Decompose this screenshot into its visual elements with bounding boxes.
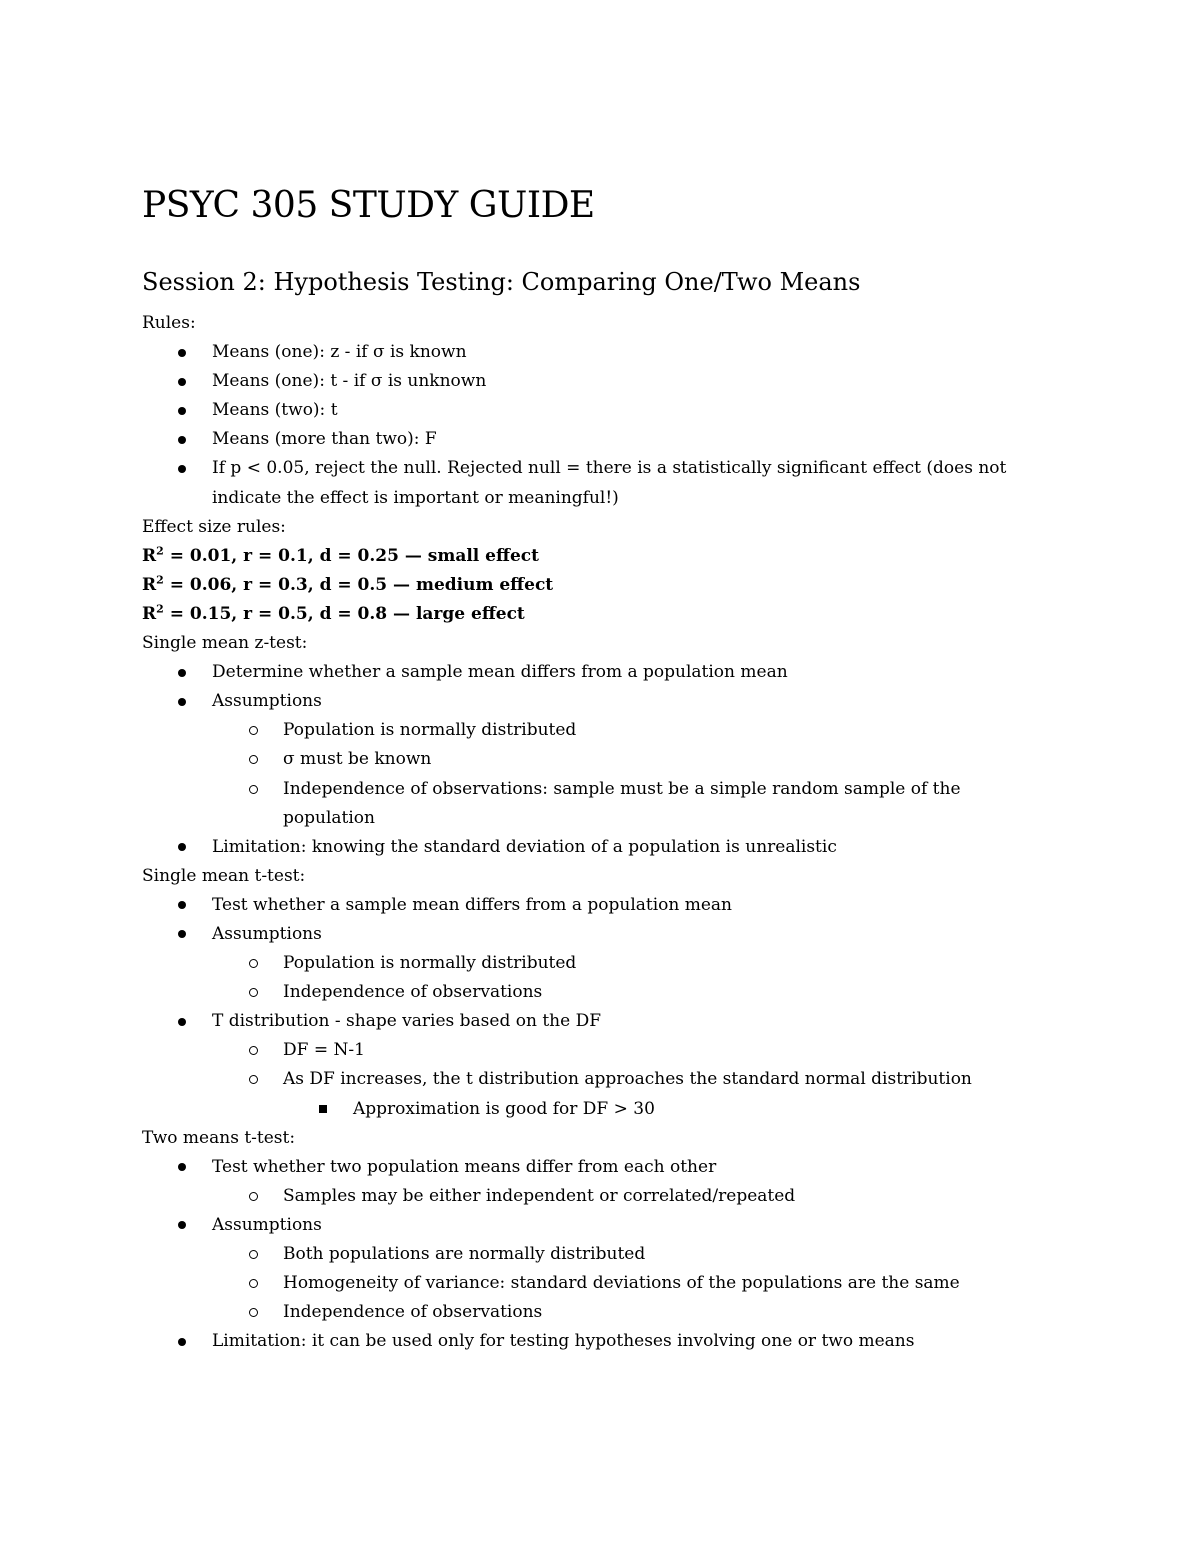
list-item-continuation: population [283, 807, 375, 828]
list-item: Test whether a sample mean differs from a population mean [142, 891, 1062, 920]
effect-size-heading: Effect size rules: [142, 516, 286, 537]
list-item: Limitation: it can be used only for testing hypotheses involving one or two means [142, 1327, 1062, 1356]
effect-size-rule: $R^2 = 0.06$, r = 0.3, d = 0.5 — medium effect [142, 573, 554, 595]
circle-bullet-icon [243, 1298, 263, 1327]
bullet-icon [172, 338, 192, 367]
list-item: Means (two): t [142, 396, 1062, 425]
circle-bullet-icon [243, 716, 263, 745]
bullet-icon [172, 1007, 192, 1036]
circle-bullet-icon [243, 1036, 263, 1065]
list-item: Approximation is good for DF > 30 [142, 1095, 1062, 1124]
bullet-icon [172, 658, 192, 687]
bullet-icon [172, 367, 192, 396]
circle-bullet-icon [243, 1182, 263, 1211]
list-item: Assumptions [142, 920, 1062, 949]
list-item: Both populations are normally distributed [142, 1240, 1062, 1269]
t-test-heading: Single mean t-test: [142, 865, 306, 886]
list-item: Means (one): t - if σ is unknown [142, 367, 1062, 396]
bullet-icon [172, 1211, 192, 1240]
circle-bullet-icon [243, 978, 263, 1007]
list-item: Independence of observations [142, 1298, 1062, 1327]
list-item: σ must be known [142, 745, 1062, 774]
bullet-icon [172, 687, 192, 716]
list-item: Samples may be either independent or correlated/repeated [142, 1182, 1062, 1211]
list-item: Population is normally distributed [142, 949, 1062, 978]
list-item: Independence of observations [142, 978, 1062, 1007]
effect-size-rule: $R^2 = 0.01$, r = 0.1, d = 0.25 — small effect [142, 544, 539, 566]
two-means-heading: Two means t-test: [142, 1127, 296, 1148]
list-item: Assumptions [142, 1211, 1062, 1240]
circle-bullet-icon [243, 745, 263, 774]
circle-bullet-icon [243, 1240, 263, 1269]
list-item: Assumptions [142, 687, 1062, 716]
document-body [142, 309, 1062, 1356]
rules-heading: Rules: [142, 313, 196, 333]
list-item: If p < 0.05, reject the null. Rejected null = there is a statistically significant effect (does not indicate the effect is important or meaningful!) [142, 454, 1062, 512]
list-item: Determine whether a sample mean differs from a population mean [142, 658, 1062, 687]
list-item: Means (one): z - if σ is known [142, 338, 1062, 367]
list-item: T distribution - shape varies based on the DF [142, 1007, 1062, 1036]
bullet-icon [172, 891, 192, 920]
list-item: Homogeneity of variance: standard deviations of the populations are the same [142, 1269, 1062, 1298]
circle-bullet-icon [243, 1269, 263, 1298]
circle-bullet-icon [243, 1065, 263, 1094]
list-item: Independence of observations: sample must be a simple random sample of the [142, 775, 1062, 804]
list-item: Test whether two population means differ from each other [142, 1153, 1062, 1182]
z-test-heading: Single mean z-test: [142, 633, 308, 654]
list-item: DF = N-1 [142, 1036, 1062, 1065]
session-heading: Session 2: Hypothesis Testing: Comparing One/Two Means [142, 268, 861, 296]
list-item: Means (more than two): F [142, 425, 1062, 454]
bullet-icon [172, 425, 192, 454]
bullet-icon [172, 1153, 192, 1182]
bullet-icon [172, 1327, 192, 1356]
square-bullet-icon [313, 1095, 333, 1124]
effect-size-rule: $R^2 = 0.15$, r = 0.5, d = 0.8 — large effect [142, 602, 525, 624]
list-item: Limitation: knowing the standard deviation of a population is unrealistic [142, 833, 1062, 862]
bullet-icon [172, 920, 192, 949]
list-item: Population is normally distributed [142, 716, 1062, 745]
circle-bullet-icon [243, 949, 263, 978]
document-title: PSYC 305 STUDY GUIDE [142, 185, 595, 226]
bullet-icon [172, 833, 192, 862]
bullet-icon [172, 396, 192, 425]
circle-bullet-icon [243, 775, 263, 804]
list-item: As DF increases, the t distribution approaches the standard normal distribution [142, 1065, 1062, 1094]
bullet-icon [172, 454, 192, 483]
